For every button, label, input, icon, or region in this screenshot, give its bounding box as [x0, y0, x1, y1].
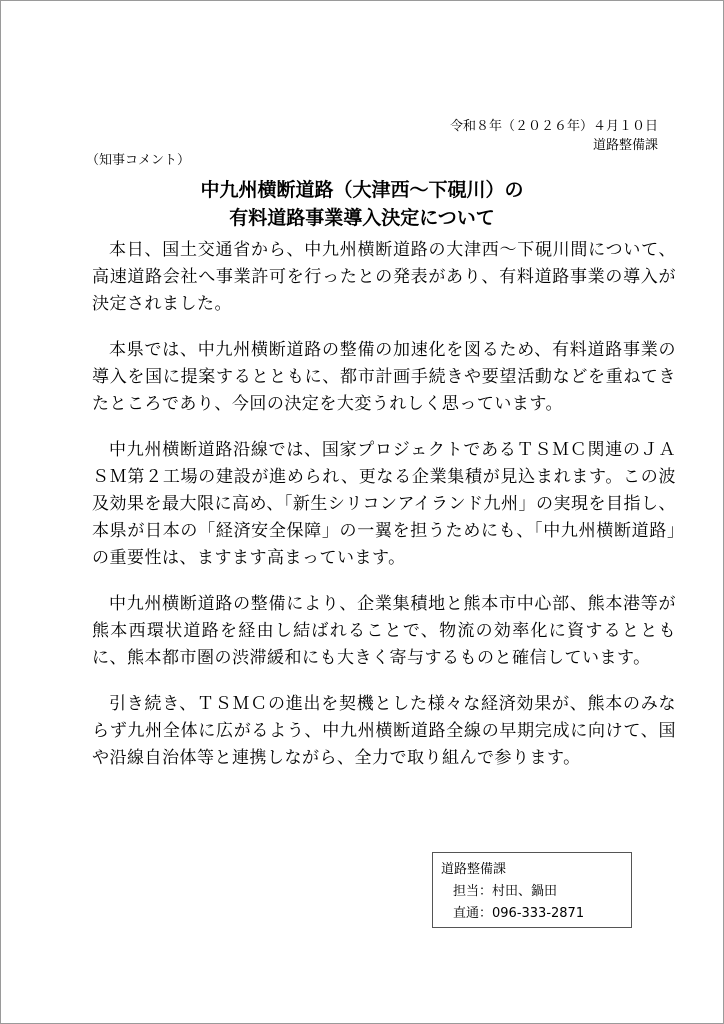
contact-phone: 直通：096-333-2871	[453, 906, 585, 921]
comment-body	[92, 237, 676, 791]
paragraph: 中九州横断道路の整備により、企業集積地と熊本市中心部、熊本港等が熊本西環状道路を経由し結ばれることで、物流の効率化に資するとともに、熊本都市圏の渋滞緩和にも大きく寄与するものと確信しています。	[92, 594, 676, 668]
contact-box	[432, 852, 632, 928]
paragraph: 引き続き、ＴＳＭＣの進出を契機とした様々な経済効果が、熊本のみならず九州全体に広がるよう、中九州横断道路全線の早期完成に向けて、国や沿線自治体等と連携しながら、全力で取り組んで参ります。	[92, 694, 676, 768]
paragraph: 中九州横断道路沿線では、国家プロジェクトであるＴＳＭＣ関連のＪＡＳＭ第２工場の建設が進められ、更なる企業集積が見込まれます。この波及効果を最大限に高め、「新生シリコンアイランド九州」の実現を目指し、本県が日本の「経済安全保障」の一翼を担うためにも、「中九州横断道路」の重要性は、ますます高まっています。	[92, 440, 676, 568]
document-title-line-2: 有料道路事業導入決定について	[229, 207, 495, 229]
contact-department: 道路整備課	[441, 862, 507, 877]
issuing-department: 道路整備課	[592, 138, 658, 153]
subject-label: （知事コメント）	[86, 153, 191, 168]
document-date: 令和８年（２０２６年）４月１０日	[449, 119, 658, 134]
paragraph: 本県では、中九州横断道路の整備の加速化を図るため、有料道路事業の導入を国に提案するとともに、都市計画手続きや要望活動などを重ねてきたところであり、今回の決定を大変うれしく思っています。	[92, 340, 676, 414]
paragraph: 本日、国土交通省から、中九州横断道路の大津西～下硯川間について、高速道路会社へ事業許可を行ったとの発表があり、有料道路事業の導入が決定されました。	[92, 240, 676, 314]
contact-person: 担当：村田、鍋田	[453, 884, 558, 899]
document-title-line-1: 中九州横断道路（大津西～下硯川）の	[200, 179, 524, 201]
